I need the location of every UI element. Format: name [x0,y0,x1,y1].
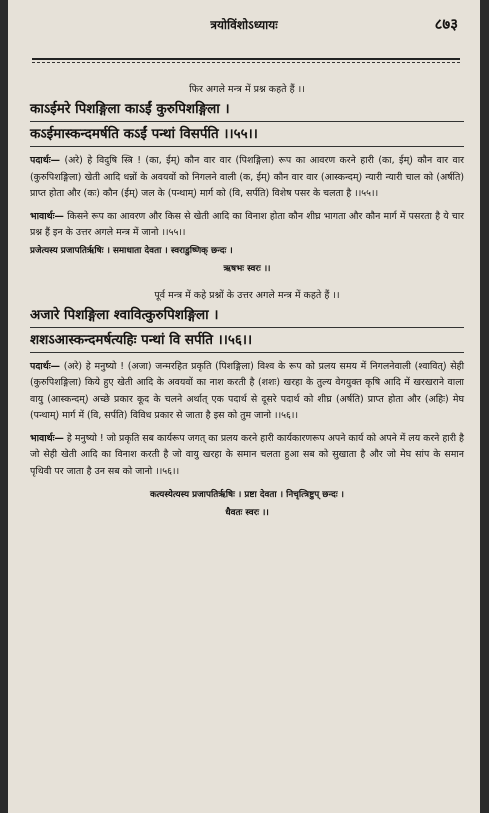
bhavartha-text: हे मनुष्यो ! जो प्रकृति सब कार्यरूप जगत् का प्रलय करने हारी कार्यकारणरूप अपने कार्य को अपने में लय करने हारी है जो सेही खेती आदि का विनाश करती है जो वायु खरहा के समान चलता हुआ सब को सुखाता है और जो मेघ सांप के समान पृथिवी पर जाता है उन सब को जानो ।।५६।। [30,432,464,477]
bhavartha-text: किसने रूप का आवरण और किस से खेती आदि का विनाश होता कौन शीघ्र भागता और कौन मार्ग में पसरता है ये चार प्रश्न हैं इन के उत्तर अगले मन्त्र में जानो ।।५५।। [30,210,464,238]
intro-line: पूर्व मन्त्र में कहे प्रश्नों के उत्तर अगले मन्त्र में कहते हैं ।। [154,289,340,301]
bhavartha-label: भावार्थः— [30,210,64,222]
book-page [8,0,480,813]
padartha-label: पदार्थः— [30,360,60,372]
chapter-title: त्रयोविंशोऽध्यायः [210,18,278,32]
rishi-devata-line: प्रजेत्यस्य प्रजापतिर्ऋषिः । समाधाता देवता । स्वराडुष्णिक् छन्दः । [30,245,233,256]
bhavartha-label: भावार्थः— [30,432,64,444]
svara-line: ऋषभः स्वरः ।। [223,263,271,274]
svara-line: धैवतः स्वरः ।। [225,508,269,518]
page-body [30,78,464,522]
padartha-paragraph [30,359,464,425]
bhavartha-paragraph [30,431,464,481]
mantra-line: अजारे पिशङ्गिला श्वावित्कुरुपिशङ्गिला । [30,305,464,328]
padartha-text: (अरे) हे विदुषि स्त्रि ! (का, ईम्) कौन वार वार (पिशङ्गिला) रूप का आवरण करने हारी (का, ईम्) कौन वार वार (कुरुपिशङ्गिला) खेती आदि धन्नों के अवयवों को निगलने वाली (क, ईम्) कौन वार वार (आस्कन्दम्) न्यारी न्यारी चाल को (अर्षति) प्राप्त होता और (कः) कौन (ईम्) जल के (पन्थाम्) मार्ग को (वि, सर्पति) विशेष पसर के चलता है ।।५५।। [30,155,464,199]
mantra-line: काऽईमरे पिशङ्गिला काऽईं कुरुपिशङ्गिला । [30,99,464,122]
padartha-label: पदार्थः— [30,155,60,166]
mantra-line: शशऽआस्कन्दमर्षत्यहिः पन्थां वि सर्पति ।।५६।। [30,330,464,353]
page-number: ८७३ [434,15,458,33]
intro-line: फिर अगले मन्त्र में प्रश्न कहते हैं ।। [189,84,305,95]
page-header [8,4,480,44]
mantra-line: कऽईमास्कन्दमर्षति कऽईं पन्थां विसर्पति ।।५५।। [30,124,464,147]
padartha-text: (अरे) हे मनुष्यो ! (अजा) जन्मरहित प्रकृति (पिशङ्गिला) विश्व के रूप को प्रलय समय में निगलनेवाली (श्वावित्) सेही (कुरुपिशङ्गिला) किये हुए खेती आदि के अवयवों का नाश करती है (शशः) खरहा के तुल्य वेगयुक्त कृषि आदि में खरखराने वाला वायु (आस्कन्दम्) अच्छे प्रकार कूद के चलने अर्थात् एक पदार्थ से दूसरे पदार्थ को शीघ्र (अर्षति) प्राप्त होता और (अहिः) मेघ (पन्थाम्) मार्ग में (वि, सर्पति) विविध प्रकार से जाता है इस को तुम जानो ।।५६।। [30,360,464,421]
padartha-paragraph [30,153,464,203]
header-rule-dashed [32,62,460,63]
header-rule [32,58,460,60]
rishi-devata-line: कत्यस्येत्यस्य प्रजापतिर्ऋषिः । प्रष्टा देवता । निचृत्त्रिष्टुप् छन्दः । [149,490,345,500]
bhavartha-paragraph [30,209,464,242]
